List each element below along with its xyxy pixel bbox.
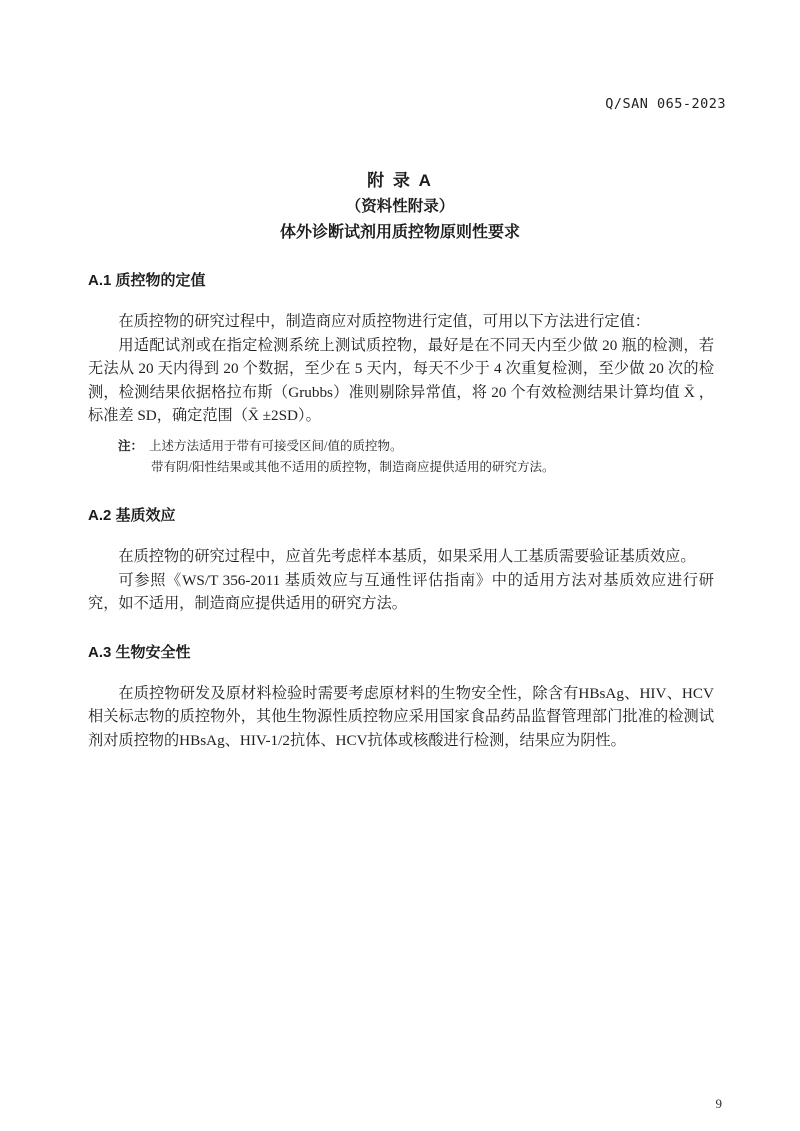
section-a1-paragraph-1: 在质控物的研究过程中，制造商应对质控物进行定值，可用以下方法进行定值： (118, 313, 650, 330)
section-a3-heading: A.3 生物安全性 (88, 643, 191, 661)
note-text-1: 上述方法适用于带有可接受区间/值的质控物。 (149, 438, 403, 453)
section-a2-heading: A.2 基质效应 (88, 506, 176, 524)
note-label: 注： (118, 438, 144, 453)
section-a2 (88, 505, 714, 616)
appendix-subtitle-informative: （资料性附录） (345, 198, 455, 215)
section-a2-paragraph-1: 在质控物的研究过程中，应首先考虑样本基质，如果采用人工基质需要验证基质效应。 (118, 547, 696, 565)
document-body (0, 270, 800, 753)
section-a1-note (118, 436, 714, 479)
note-line-1 (118, 436, 714, 458)
appendix-title: 附 录 A (367, 171, 433, 190)
appendix-title-block (0, 168, 800, 246)
document-number-header: Q/SAN 065-2023 (605, 96, 726, 112)
section-a1 (88, 270, 714, 479)
section-a3 (88, 642, 714, 753)
appendix-subject-title: 体外诊断试剂用质控物原则性要求 (279, 224, 520, 241)
section-a1-paragraph-2: 用适配试剂或在指定检测系统上测试质控物，最好是在不同天内至少做 20 瓶的检测，若无法从 20 天内得到 20 个数据，至少在 5 天内，每天不少于 4 次重复检测，至少做 20 次的检测，检测结果依据格拉布斯（Grubbs）准则剔除异常值，将 20 个有效检测结果计算均值 X̄ ，标准差 SD，确定范围（X̄ ±2SD）。 (88, 336, 714, 425)
page-number: 9 (715, 1096, 722, 1111)
section-a2-paragraph-2: 可参照《WS/T 356-2011 基质效应与互通性评估指南》中的适用方法对基质效应进行研究，如不适用，制造商应提供适用的研究方法。 (88, 571, 714, 613)
section-a3-paragraph-1: 在质控物研发及原材料检验时需要考虑原材料的生物安全性，除含有HBsAg、HIV、HCV相关标志物的质控物外，其他生物源性质控物应采用国家食品药品监督管理部门批准的检测试剂对质控物的HBsAg、HIV-1/2抗体、HCV抗体或核酸进行检测，结果应为阴性。 (88, 684, 714, 749)
note-text-2: 带有阴/阳性结果或其他不适用的质控物，制造商应提供适用的研究方法。 (151, 460, 555, 475)
section-a1-heading: A.1 质控物的定值 (88, 272, 206, 289)
